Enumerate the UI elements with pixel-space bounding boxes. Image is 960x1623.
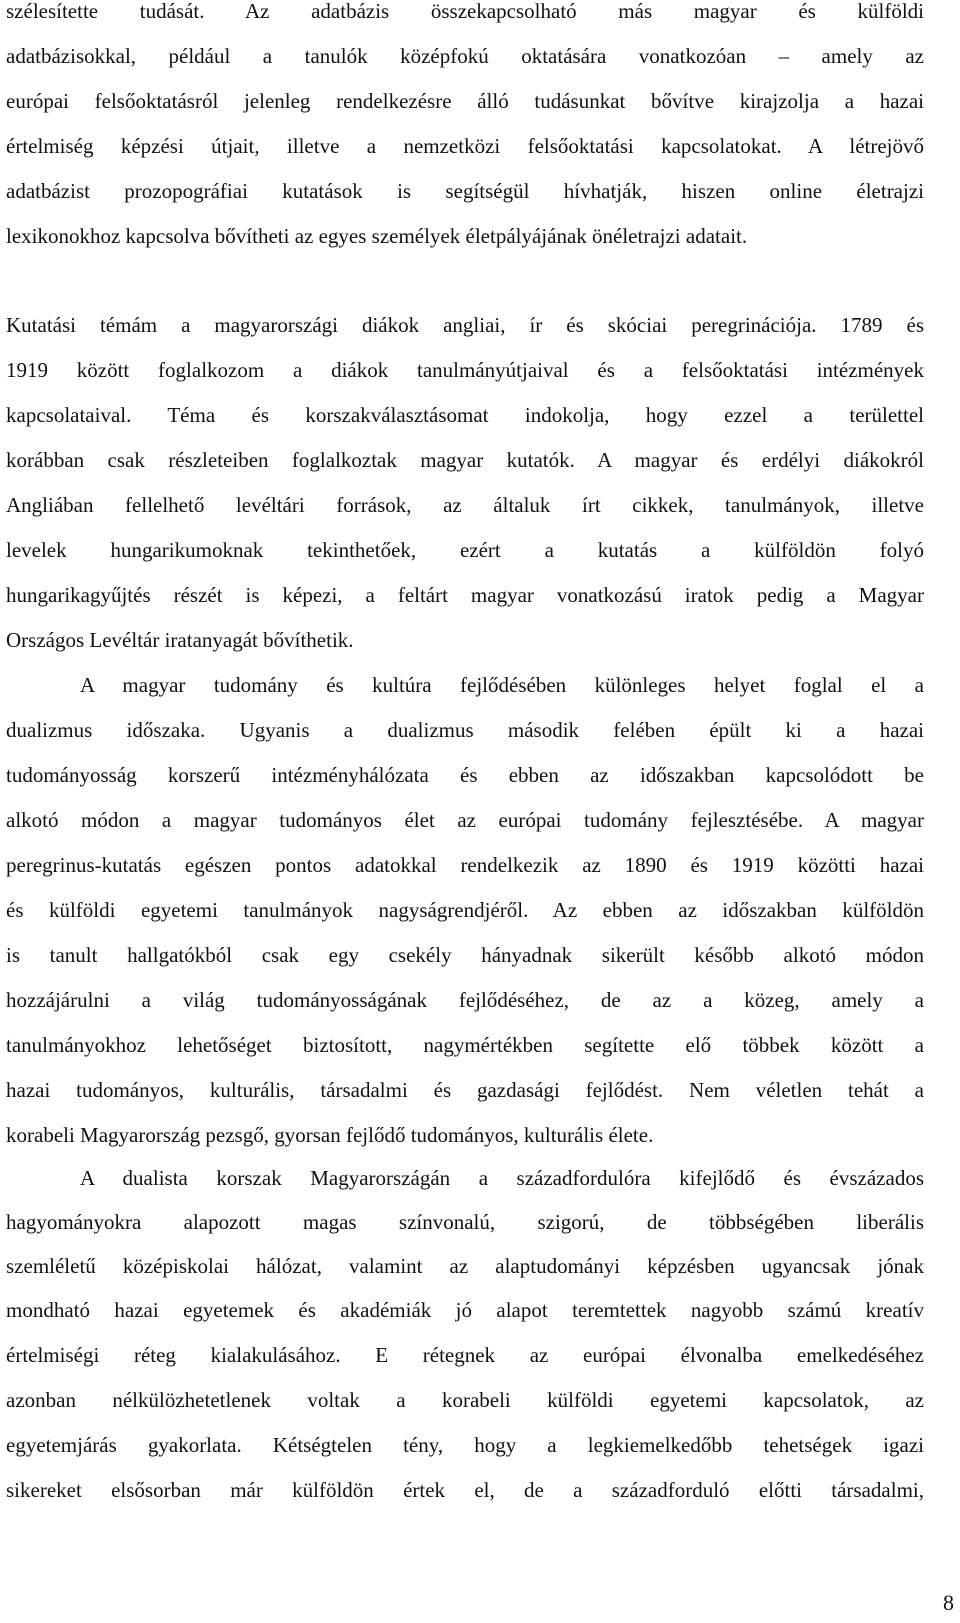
text-line: hozzájárulni a világ tudományosságának fejlődéséhez, de az a közeg, amely a [6, 988, 924, 1012]
text-line: tudományosság korszerű intézményhálózata és ebben az időszakban kapcsolódott be [6, 763, 924, 787]
text-line: értelmiségi réteg kialakulásához. E rétegnek az európai élvonalba emelkedéséhez [6, 1343, 924, 1367]
text-line: szemléletű középiskolai hálózat, valamint az alaptudományi képzésben ugyancsak jónak [6, 1254, 924, 1278]
text-line: szélesítette tudását. Az adatbázis összekapcsolható más magyar és külföldi [6, 0, 924, 23]
text-line: A magyar tudomány és kultúra fejlődésében különleges helyet foglal el a [80, 673, 924, 697]
text-line: azonban nélkülözhetetlenek voltak a korabeli külföldi egyetemi kapcsolatok, az [6, 1388, 924, 1412]
text-line: A dualista korszak Magyarországán a századfordulóra kifejlődő és évszázados [80, 1166, 924, 1190]
text-line: dualizmus időszaka. Ugyanis a dualizmus második felében épült ki a hazai [6, 718, 924, 742]
text-line: európai felsőoktatásról jelenleg rendelkezésre álló tudásunkat bővítve kirajzolja a hazai [6, 89, 924, 113]
text-line: tanulmányokhoz lehetőséget biztosított, nagymértékben segítette elő többek között a [6, 1033, 924, 1057]
text-line: értelmiség képzési útjait, illetve a nemzetközi felsőoktatási kapcsolatokat. A létrejövő [6, 134, 924, 158]
text-line: adatbázist prozopográfiai kutatások is segítségül hívhatják, hiszen online életrajzi [6, 179, 924, 203]
text-line: hazai tudományos, kulturális, társadalmi és gazdasági fejlődést. Nem véletlen tehát a [6, 1078, 924, 1102]
text-line: 1919 között foglalkozom a diákok tanulmányútjaival és a felsőoktatási intézmények [6, 358, 924, 382]
text-line: alkotó módon a magyar tudományos élet az európai tudomány fejlesztésébe. A magyar [6, 808, 924, 832]
text-line: mondható hazai egyetemek és akadémiák jó alapot teremtettek nagyobb számú kreatív [6, 1298, 924, 1322]
text-line: Országos Levéltár iratanyagát bővíthetik. [6, 628, 354, 652]
text-line: hagyományokra alapozott magas színvonalú, szigorú, de többségében liberális [6, 1210, 924, 1234]
text-line: peregrinus-kutatás egészen pontos adatokkal rendelkezik az 1890 és 1919 közötti hazai [6, 853, 924, 877]
text-line: Angliában fellelhető levéltári források, az általuk írt cikkek, tanulmányok, illetve [6, 493, 924, 517]
text-line: hungarikagyűjtés részét is képezi, a feltárt magyar vonatkozású iratok pedig a Magyar [6, 583, 924, 607]
text-line: lexikonokhoz kapcsolva bővítheti az egyes személyek életpályájának önéletrajzi adatait. [6, 224, 748, 248]
text-line: Kutatási témám a magyarországi diákok angliai, ír és skóciai peregrinációja. 1789 és [6, 313, 924, 337]
page-number: 8 [943, 1590, 954, 1615]
text-line: sikereket elsősorban már külföldön értek el, de a századforduló előtti társadalmi, [6, 1478, 924, 1502]
text-line: egyetemjárás gyakorlata. Kétségtelen tény, hogy a legkiemelkedőbb tehetségek igazi [6, 1433, 924, 1457]
text-line: kapcsolataival. Téma és korszakválasztásomat indokolja, hogy ezzel a területtel [6, 403, 924, 427]
text-line: korábban csak részleteiben foglalkoztak magyar kutatók. A magyar és erdélyi diákokról [6, 448, 924, 472]
text-line: levelek hungarikumoknak tekinthetőek, ezért a kutatás a külföldön folyó [6, 538, 924, 562]
text-line: is tanult hallgatókból csak egy csekély hányadnak sikerült később alkotó módon [6, 943, 924, 967]
text-line: korabeli Magyarország pezsgő, gyorsan fejlődő tudományos, kulturális élete. [6, 1123, 654, 1147]
text-line: és külföldi egyetemi tanulmányok nagyságrendjéről. Az ebben az időszakban külföldön [6, 898, 924, 922]
text-line: adatbázisokkal, például a tanulók középfokú oktatására vonatkozóan – amely az [6, 44, 924, 68]
